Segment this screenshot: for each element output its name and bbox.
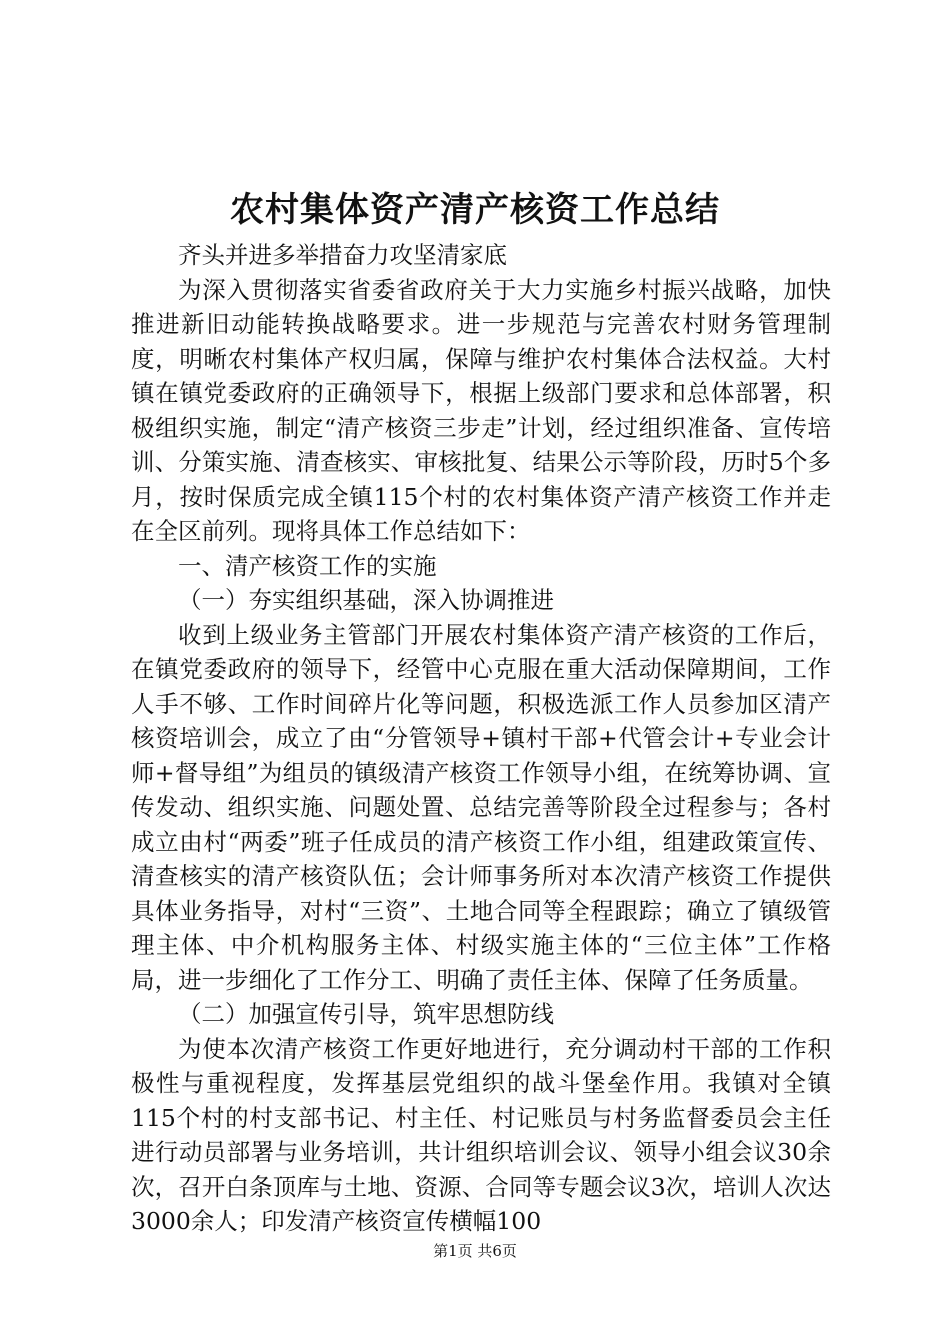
subsection-heading-2: （二）加强宣传引导，筑牢思想防线: [178, 1000, 554, 1028]
section-heading-1: 一、清产核资工作的实施: [178, 551, 437, 580]
paragraph-publicity: 为使本次清产核资工作更好地进行，充分调动村干部的工作积极性与重视程度，发挥基层党组织的战斗堡垒作用。我镇对全镇115个村的村支部书记、村主任、村记账员与村务监督委员会主任进行动员部署与业务培训，共计组织培训会议、领导小组会议30余次，召开白条顶库与土地、资源、合同等专题会议3次，培训人次达3000余人；印发清产核资宣传横幅100: [131, 1034, 831, 1235]
subsection-heading-1: （一）夯实组织基础，深入协调推进: [178, 586, 554, 614]
paragraph-intro: 为深入贯彻落实省委省政府关于大力实施乡村振兴战略，加快推进新旧动能转换战略要求。进一步规范与完善农村财务管理制度，明晰农村集体产权归属，保障与维护农村集体合法权益。大村镇在镇党委政府的正确领导下，根据上级部门要求和总体部署，积极组织实施，制定“清产核资三步走”计划，经过组织准备、宣传培训、分策实施、清查核实、审核批复、结果公示等阶段，历时5个多月，按时保质完成全镇115个村的农村集体资产清产核资工作并走在全区前列。现将具体工作总结如下：: [131, 275, 831, 545]
paragraph-organization: 收到上级业务主管部门开展农村集体资产清产核资的工作后，在镇党委政府的领导下，经管中心克服在重大活动保障期间，工作人手不够、工作时间碎片化等问题，积极选派工作人员参加区清产核资培训会，成立了由“分管领导+镇村干部+代管会计+专业会计师+督导组”为组员的镇级清产核资工作领导小组，在统筹协调、宣传发动、组织实施、问题处置、总结完善等阶段全过程参与；各村成立由村“两委”班子任成员的清产核资工作小组，组建政策宣传、清查核实的清产核资队伍；会计师事务所对本次清产核资工作提供具体业务指导，对村“三资”、土地合同等全程跟踪；确立了镇级管理主体、中介机构服务主体、村级实施主体的“三位主体”工作格局，进一步细化了工作分工、明确了责任主体、保障了任务质量。: [131, 620, 831, 994]
document-body: [131, 238, 831, 1239]
document-subtitle: 齐头并进多举措奋力攻坚清家底: [178, 241, 507, 269]
page-number-footer: 第1页 共6页: [433, 1242, 517, 1260]
document-title: 农村集体资产清产核资工作总结: [230, 190, 720, 230]
